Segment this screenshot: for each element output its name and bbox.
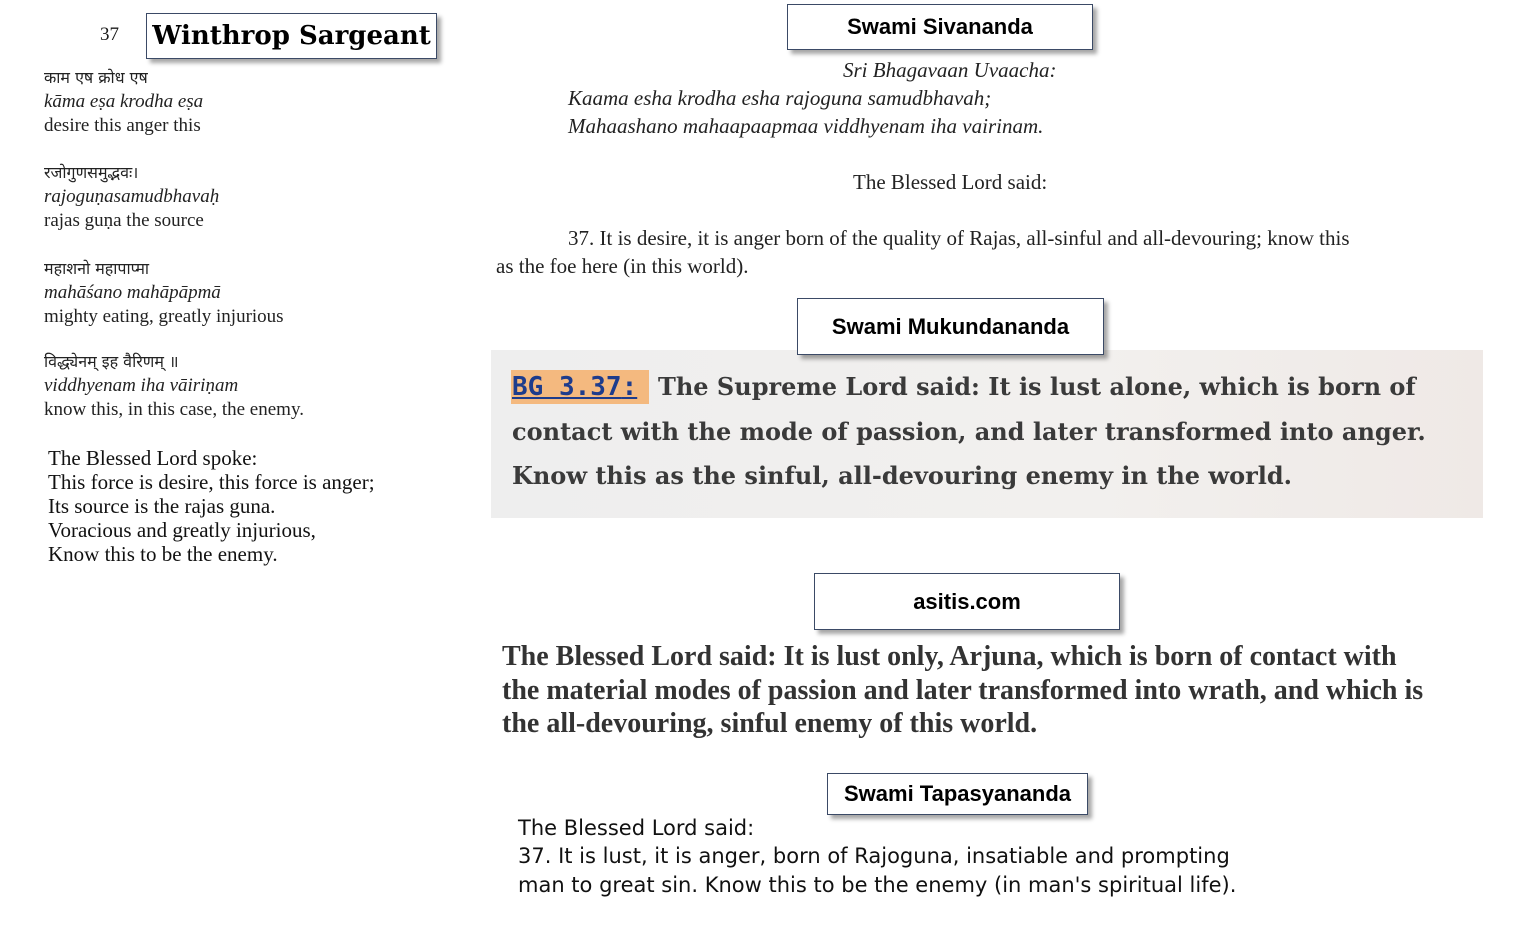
word-group-4 (44, 350, 304, 422)
sivananda-speaker: The Blessed Lord said: (853, 170, 1048, 194)
asitis-title: asitis.com (814, 573, 1120, 630)
gloss-line: rajas guṇa the source (44, 210, 204, 231)
sivananda-invocation: Sri Bhagavaan Uvaacha: (843, 58, 1057, 82)
tapasyananda-title: Swami Tapasyananda (827, 773, 1088, 815)
tapasyananda-line-3: man to great sin. Know this to be the enemy (in man's spiritual life). (518, 873, 1237, 897)
translation-line: Its source is the rajas guna. (48, 494, 276, 518)
gloss-line: mighty eating, greatly injurious (44, 306, 284, 327)
transliteration-line: kāma eṣa krodha eṣa (44, 91, 204, 112)
sivananda-translation-line-2: as the foe here (in this world). (496, 254, 749, 278)
sanskrit-line: काम एष क्रोध एष (44, 68, 148, 87)
sivananda-verse-line-2: Mahaashano mahaapaapmaa viddhyenam iha vairinam. (568, 114, 1044, 138)
gloss-line: desire this anger this (44, 115, 201, 136)
mukundananda-line-3: Know this as the sinful, all-devouring enemy in the world. (512, 461, 1292, 490)
sivananda-translation-line-1: 37. It is desire, it is anger born of the quality of Rajas, all-sinful and all-devouring; know this (568, 226, 1350, 250)
winthrop-translation (48, 446, 375, 566)
mukundananda-line-1: The Supreme Lord said: It is lust alone, which is born of (658, 372, 1416, 401)
verse-number: 37 (100, 24, 119, 45)
tapasyananda-line-1: The Blessed Lord said: (518, 816, 755, 840)
asitis-line-1: The Blessed Lord said: It is lust only, Arjuna, which is born of contact with (502, 641, 1397, 672)
sivananda-title: Swami Sivananda (787, 4, 1093, 50)
verse-tag-colon: : (621, 372, 638, 402)
mukundananda-title: Swami Mukundananda (797, 298, 1104, 355)
gloss-line: know this, in this case, the enemy. (44, 399, 304, 420)
translation-line: Know this to be the enemy. (48, 542, 278, 566)
word-group-2 (44, 161, 219, 233)
translation-line: The Blessed Lord spoke: (48, 446, 258, 470)
transliteration-line: rajoguṇasamudbhavaḥ (44, 186, 220, 207)
word-group-3 (44, 257, 284, 329)
tapasyananda-line-2: 37. It is lust, it is anger, born of Rajoguna, insatiable and prompting (518, 844, 1230, 868)
winthrop-sargeant-title: Winthrop Sargeant (146, 13, 437, 59)
transliteration-line: mahāśano mahāpāpmā (44, 282, 221, 303)
sanskrit-line: विद्ध्येनम् इह वैरिणम् ॥ (44, 352, 179, 371)
translation-line: This force is desire, this force is anger; (48, 470, 375, 494)
mukundananda-line-2: contact with the mode of passion, and later transformed into anger. (512, 417, 1426, 446)
asitis-line-3: the all-devouring, sinful enemy of this world. (502, 708, 1038, 739)
transliteration-line: viddhyenam iha vāiriṇam (44, 375, 239, 396)
verse-tag-link[interactable] (512, 372, 637, 402)
asitis-line-2: the material modes of passion and later transformed into wrath, and which is (502, 675, 1424, 706)
verse-tag-label[interactable]: BG 3.37 (512, 372, 622, 402)
sivananda-verse-line-1: Kaama esha krodha esha rajoguna samudbhavah; (568, 86, 992, 110)
sanskrit-line: महाशनो महापाप्मा (44, 259, 150, 278)
translation-line: Voracious and greatly injurious, (48, 518, 316, 542)
word-group-1 (44, 66, 203, 138)
sanskrit-line: रजोगुणसमुद्भवः। (44, 163, 139, 182)
